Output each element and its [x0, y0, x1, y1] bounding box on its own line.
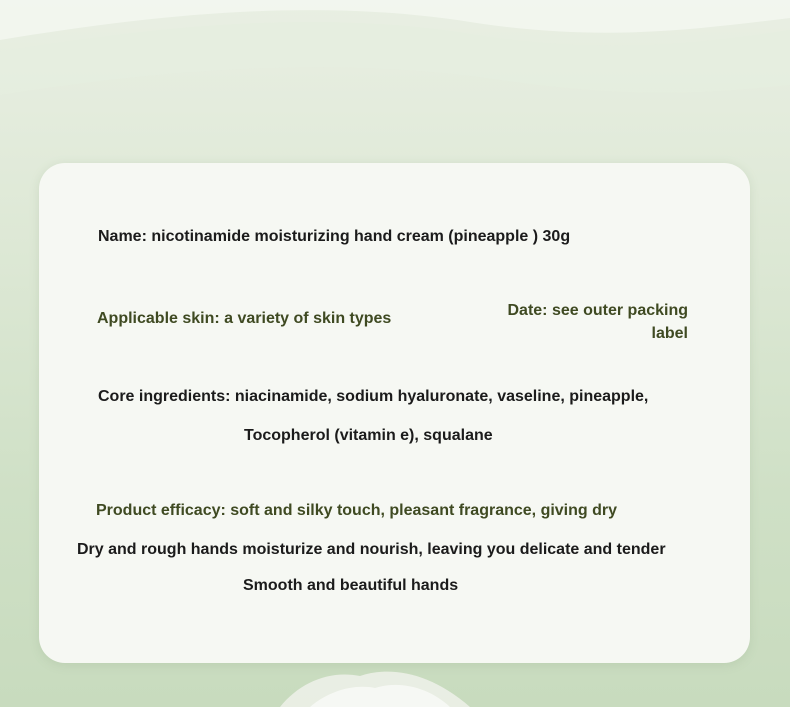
bottom-decoration [270, 662, 480, 707]
efficacy-line-3: Smooth and beautiful hands [243, 577, 459, 594]
efficacy-line-1: Product efficacy: soft and silky touch, pleasant fragrance, giving dry [96, 502, 618, 519]
product-name: Name: nicotinamide moisturizing hand cream (pineapple ) 30g [98, 228, 571, 245]
product-info-card [39, 163, 750, 663]
applicable-skin: Applicable skin: a variety of skin types [97, 310, 392, 327]
core-ingredients-line-2: Tocopherol (vitamin e), squalane [244, 427, 493, 444]
core-ingredients-line-1: Core ingredients: niacinamide, sodium hyaluronate, vaseline, pineapple, [98, 388, 649, 405]
date-line-1: Date: see outer packing [507, 302, 688, 319]
efficacy-line-2: Dry and rough hands moisturize and nourish, leaving you delicate and tender [77, 541, 666, 558]
date-line-2: label [651, 325, 688, 342]
